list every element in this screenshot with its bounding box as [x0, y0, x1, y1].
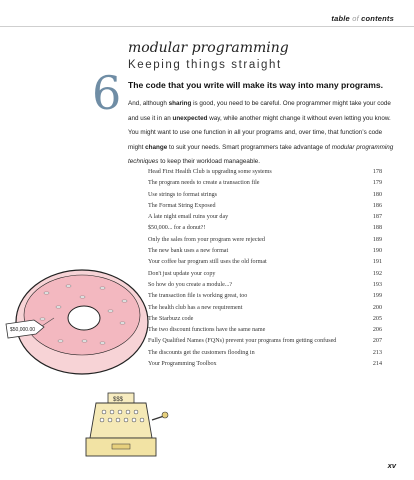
toc-entry-page: 200	[372, 304, 382, 311]
toc-entry-title: Your coffee bar program still uses the old format	[148, 259, 267, 266]
intro-segment: modular programming techniques	[128, 143, 394, 166]
intro-segment: unexpected	[172, 114, 208, 122]
toc-entry-title: Use strings to format strings	[148, 191, 218, 198]
toc-entry-page: 205	[372, 315, 382, 322]
intro-segment: to suit your needs. Smart programmers take advantage of	[167, 143, 332, 151]
register-display: $$$	[113, 397, 124, 403]
toc-entry-page: 190	[372, 248, 382, 255]
toc-entry-page: 206	[372, 327, 382, 334]
chapter-number: 6	[92, 66, 122, 120]
page-number: xv	[387, 461, 396, 470]
chapter-subtitle: Keeping things straight	[128, 59, 282, 71]
intro-segment: And, although	[128, 100, 169, 107]
toc-entry-title: Head First Health Club is upgrading some systems	[148, 169, 272, 175]
cash-register-icon	[86, 393, 168, 456]
toc-entry-page: 180	[372, 191, 382, 198]
toc-entry-title: The transaction file is working great, too	[148, 293, 248, 300]
toc-entry-page: 191	[372, 259, 382, 266]
toc-entry-title: The two discount functions have the same name	[148, 327, 266, 334]
toc-entry-title: The Starbuzz code	[148, 315, 194, 322]
toc-entry-title: The new bank uses a new format	[148, 248, 229, 255]
toc-entry-page: 193	[372, 281, 382, 288]
chapter-title: modular programming	[128, 40, 289, 56]
toc-entry-page: 199	[372, 293, 382, 300]
toc-entry-title: The program needs to create a transaction file	[148, 180, 260, 187]
price-tag-text: $50,000.00	[10, 327, 36, 333]
toc-entry-page: 207	[372, 338, 382, 345]
toc-entry-page: 178	[372, 169, 382, 175]
toc-entry-title: So how do you create a module...?	[148, 281, 233, 288]
toc-entry-title: The Format String Exposed	[148, 202, 216, 209]
toc-entry-title: Don't just update your copy	[148, 270, 216, 277]
toc-entry-page: 214	[372, 361, 382, 368]
toc-entry-title: The discounts get the customers flooding in	[148, 349, 255, 356]
toc-entry-page: 213	[372, 349, 382, 356]
toc-entry-page: 189	[372, 236, 382, 243]
toc-entry-page: 192	[372, 270, 382, 277]
toc-entry-title: Fully Qualified Names (FQNs) prevent your programs from getting confused	[148, 338, 337, 345]
toc-entry-page: 188	[372, 225, 382, 232]
toc-entry-page: 186	[372, 202, 382, 209]
toc-entry-page: 179	[372, 180, 382, 187]
toc-entry-title: Your Programming Toolbox	[148, 361, 217, 368]
intro-segment: way, while another might change it without even letting you know. You might want to use one function in all your programs and, over time, that function’s code might	[128, 114, 391, 151]
running-header: table of contents	[331, 14, 394, 23]
intro-segment: to keep their workload manageable.	[158, 158, 260, 166]
toc-entry-page: 187	[372, 214, 382, 221]
toc-entry-title: Only the sales from your program were rejected	[148, 236, 265, 243]
toc-entry-title: $50,000... for a donut?!	[148, 225, 206, 232]
toc-entry-title: The health club has a new requirement	[148, 304, 243, 311]
chapter-lead: The code that you write will make its way into many programs.	[128, 80, 384, 90]
toc-entry-title: A late night email ruins your day	[148, 214, 229, 221]
intro-segment: sharing	[168, 100, 192, 107]
intro-segment: change	[145, 143, 168, 151]
intro-segment: is good, you need to be careful. One programmer might take your code and use it in an	[128, 100, 391, 122]
